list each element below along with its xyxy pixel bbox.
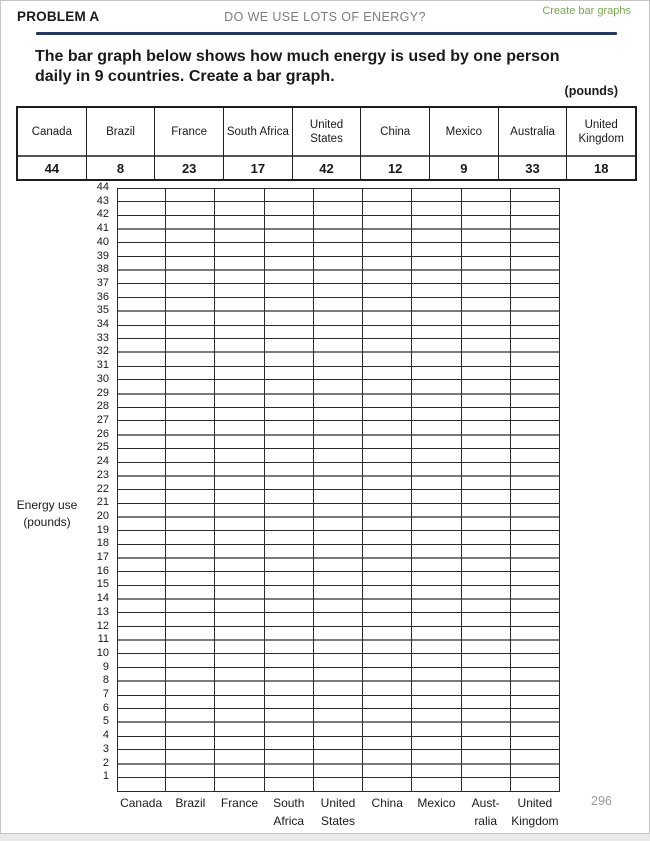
x-axis-label-line: United bbox=[517, 796, 553, 810]
grid-hline bbox=[117, 516, 560, 518]
x-axis-label-line: States bbox=[320, 813, 356, 828]
y-tick-label: 15 bbox=[96, 578, 109, 591]
grid-vline bbox=[559, 188, 560, 791]
y-tick-label: 30 bbox=[96, 372, 109, 385]
y-tick-label: 26 bbox=[96, 427, 109, 440]
y-tick-label: 44 bbox=[96, 181, 109, 193]
grid-hline bbox=[117, 598, 560, 600]
grid-hline bbox=[117, 256, 560, 257]
table-header-cell: United States bbox=[293, 108, 361, 157]
grid-hline bbox=[117, 310, 560, 312]
grid-hline bbox=[117, 489, 560, 490]
x-axis-label-line: Brazil bbox=[175, 796, 206, 810]
table-value-cell: 44 bbox=[44, 160, 60, 176]
y-tick-label: 20 bbox=[96, 509, 109, 522]
grid-vline bbox=[165, 188, 166, 791]
y-tick-label: 13 bbox=[96, 605, 109, 618]
x-axis-label-line: China bbox=[371, 796, 403, 810]
table-column bbox=[154, 108, 223, 179]
grid-vline bbox=[461, 188, 462, 791]
y-tick-label: 37 bbox=[96, 276, 109, 289]
grid-vline bbox=[214, 188, 215, 791]
grid-hline bbox=[117, 338, 560, 339]
y-tick-label: 29 bbox=[96, 386, 109, 399]
lesson-tag: Create bar graphs bbox=[542, 5, 631, 17]
y-tick-label: 4 bbox=[102, 729, 109, 742]
grid-hline bbox=[117, 325, 560, 326]
unit-note: (pounds) bbox=[564, 84, 618, 98]
y-tick-label: 10 bbox=[96, 646, 109, 659]
instruction-text bbox=[35, 47, 625, 87]
table-column bbox=[86, 108, 155, 179]
grid-hline bbox=[117, 571, 560, 572]
y-tick-label: 16 bbox=[96, 564, 109, 577]
grid-hline bbox=[117, 653, 560, 654]
y-tick-label: 3 bbox=[102, 742, 109, 755]
y-tick-label: 25 bbox=[96, 441, 109, 454]
table-value-cell: 42 bbox=[319, 160, 334, 176]
y-tick-label: 33 bbox=[96, 331, 109, 344]
y-tick-label: 8 bbox=[102, 674, 109, 687]
grid-hline bbox=[117, 351, 560, 353]
grid-hline bbox=[117, 475, 560, 477]
table-value-cell: 12 bbox=[387, 160, 403, 176]
table-header-cell: United Kingdom bbox=[567, 108, 635, 157]
y-tick-label: 43 bbox=[96, 194, 109, 207]
table-header-cell: France bbox=[155, 108, 223, 157]
grid-hline bbox=[117, 667, 560, 668]
grid-vline bbox=[313, 188, 314, 791]
table-value-cell: 33 bbox=[525, 160, 540, 176]
grid-hline bbox=[117, 448, 560, 449]
grid-hline bbox=[117, 379, 560, 380]
grid-hline bbox=[117, 462, 560, 463]
grid-hline bbox=[117, 695, 560, 696]
grid-hline bbox=[117, 242, 560, 243]
grid-vline bbox=[510, 188, 511, 791]
y-tick-label: 41 bbox=[96, 222, 109, 235]
grid-hline bbox=[117, 215, 560, 216]
grid-hline bbox=[117, 420, 560, 421]
table-column bbox=[498, 108, 567, 179]
y-tick-label: 2 bbox=[102, 756, 109, 769]
x-axis-label-line: United bbox=[320, 796, 356, 810]
grid-hline bbox=[117, 366, 560, 367]
table-header-cell: China bbox=[361, 108, 429, 157]
x-axis-label-line: Aust- bbox=[471, 796, 500, 810]
y-tick-label: 6 bbox=[102, 701, 109, 714]
grid-hline bbox=[117, 297, 560, 298]
table-column bbox=[566, 108, 635, 179]
x-axis-label-line: Canada bbox=[120, 796, 163, 810]
grid-hline bbox=[117, 791, 560, 792]
y-tick-label: 19 bbox=[96, 523, 109, 536]
grid-hline bbox=[117, 777, 560, 778]
y-tick-label: 11 bbox=[97, 633, 109, 646]
y-tick-label: 12 bbox=[96, 619, 109, 632]
y-tick-label: 23 bbox=[96, 468, 109, 481]
y-tick-label: 1 bbox=[102, 770, 109, 783]
table-header-cell: Canada bbox=[18, 108, 86, 157]
page-title: DO WE USE LOTS OF ENERGY? bbox=[224, 10, 426, 24]
x-axis-label-line: Mexico bbox=[417, 796, 456, 810]
y-axis-title-line-2: (pounds) bbox=[23, 515, 71, 529]
x-axis-label-line: France bbox=[220, 796, 259, 810]
grid-hline bbox=[117, 407, 560, 408]
table-column bbox=[18, 108, 86, 179]
grid-hline bbox=[117, 201, 560, 202]
y-tick-label: 40 bbox=[96, 235, 109, 248]
y-tick-label: 21 bbox=[96, 496, 109, 509]
y-tick-label: 7 bbox=[102, 688, 109, 701]
grid-hline bbox=[117, 269, 560, 271]
grid-hline bbox=[117, 188, 560, 189]
grid-vline bbox=[362, 188, 363, 791]
grid-hline bbox=[117, 639, 560, 641]
y-tick-label: 31 bbox=[96, 359, 109, 372]
bar-graph-grid[interactable] bbox=[117, 188, 560, 791]
grid-hline bbox=[117, 626, 560, 627]
grid-vline bbox=[264, 188, 265, 791]
table-column bbox=[223, 108, 292, 179]
y-tick-label: 22 bbox=[96, 482, 109, 495]
table-header-cell: Mexico bbox=[430, 108, 498, 157]
problem-label: PROBLEM A bbox=[17, 9, 100, 24]
table-value-cell: 9 bbox=[460, 160, 468, 176]
grid-vline bbox=[411, 188, 412, 791]
x-axis-label-line: Africa bbox=[273, 813, 305, 828]
header-divider-rule bbox=[36, 32, 617, 35]
y-tick-label: 42 bbox=[96, 208, 109, 221]
grid-vline bbox=[117, 188, 118, 791]
grid-hline bbox=[117, 749, 560, 750]
grid-hline bbox=[117, 585, 560, 586]
page-number: 296 bbox=[591, 794, 612, 808]
table-header-cell: South Africa bbox=[224, 108, 292, 157]
y-tick-label: 27 bbox=[96, 413, 109, 426]
y-tick-label: 5 bbox=[102, 715, 109, 728]
table-column bbox=[429, 108, 498, 179]
y-tick-label: 17 bbox=[96, 551, 109, 564]
grid-hline bbox=[117, 763, 560, 765]
data-table bbox=[16, 106, 637, 181]
grid-hline bbox=[117, 228, 560, 230]
grid-hline bbox=[117, 283, 560, 284]
y-tick-label: 36 bbox=[96, 290, 109, 303]
grid-hline bbox=[117, 393, 560, 395]
grid-hline bbox=[117, 557, 560, 559]
instruction-line-2: daily in 9 countries. Create a bar graph. bbox=[35, 68, 335, 85]
y-tick-label: 38 bbox=[96, 263, 109, 276]
grid-hline bbox=[117, 530, 560, 531]
grid-hline bbox=[117, 708, 560, 709]
grid-hline bbox=[117, 721, 560, 723]
x-axis-label bbox=[500, 795, 570, 830]
y-tick-label: 32 bbox=[96, 345, 109, 358]
y-axis-title-line-1: Energy use bbox=[16, 498, 78, 512]
table-column bbox=[292, 108, 361, 179]
y-tick-label: 28 bbox=[96, 400, 109, 413]
table-value-cell: 18 bbox=[593, 160, 609, 176]
y-tick-label: 34 bbox=[96, 318, 109, 331]
table-value-cell: 8 bbox=[116, 160, 125, 176]
grid-hline bbox=[117, 736, 560, 737]
grid-hline bbox=[117, 680, 560, 682]
x-axis-label-line: ralia bbox=[474, 813, 497, 828]
y-tick-label: 14 bbox=[96, 592, 109, 605]
y-tick-label: 35 bbox=[96, 304, 109, 317]
grid-hline bbox=[117, 503, 560, 504]
grid-hline bbox=[117, 544, 560, 545]
table-header-cell: Australia bbox=[499, 108, 567, 157]
x-axis-label-line: South bbox=[273, 796, 305, 810]
y-tick-label: 24 bbox=[96, 455, 109, 468]
x-axis-label-line: Kingdom bbox=[511, 813, 559, 828]
grid-hline bbox=[117, 612, 560, 613]
table-header-cell: Brazil bbox=[87, 108, 155, 157]
y-tick-label: 9 bbox=[102, 660, 109, 673]
table-column bbox=[360, 108, 429, 179]
y-tick-label: 39 bbox=[96, 249, 109, 262]
table-value-cell: 23 bbox=[181, 160, 197, 176]
y-tick-label: 18 bbox=[96, 537, 109, 550]
table-value-cell: 17 bbox=[250, 160, 266, 176]
instruction-line-1: The bar graph below shows how much energy is used by one person bbox=[35, 48, 560, 65]
grid-hline bbox=[117, 434, 560, 436]
